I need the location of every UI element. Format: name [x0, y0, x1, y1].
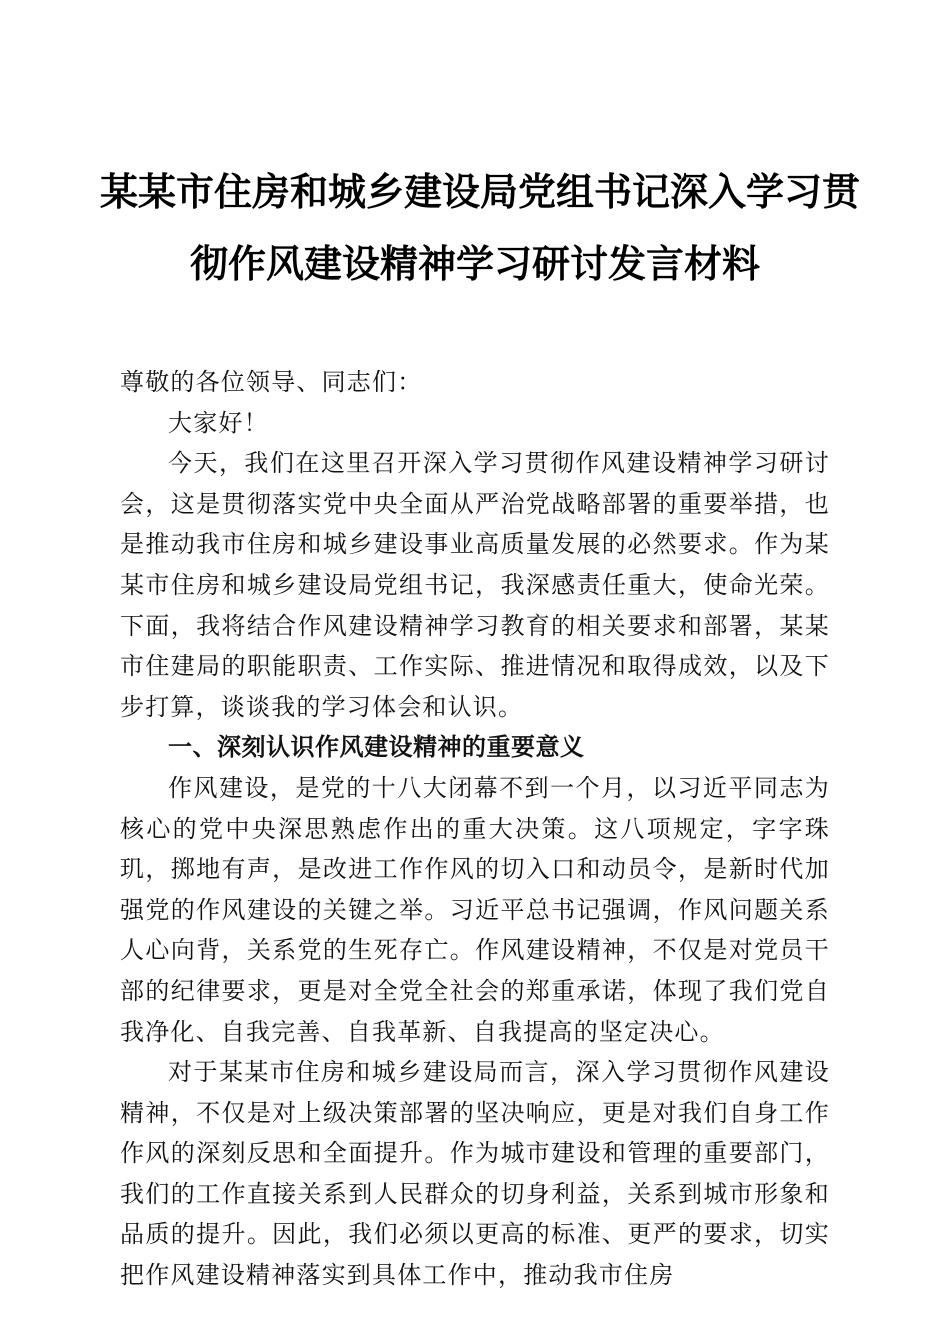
document-title-line-1: 某某市住房和城乡建设局党组书记深入学习贯: [100, 169, 861, 214]
section-heading: 一、深刻认识作风建设精神的重要意义: [168, 733, 585, 762]
paragraph: 对于某某市住房和城乡建设局而言，深入学习贯彻作风建设精神，不仅是对上级决策部署的坚决响应，更是对我们自身工作作风的深刻反思和全面提升。作为城市建设和管理的重要部门，我们的工作直接关系到人民群众的切身利益，关系到城市形象和品质的提升。因此，我们必须以更高的标准、更严的要求，切实把作风建设精神落实到具体工作中，推动我市住房: [120, 1058, 830, 1290]
greeting: 大家好！: [168, 408, 269, 437]
document-title-line-2: 彻作风建设精神学习研讨发言材料: [189, 241, 760, 286]
paragraph: 今天，我们在这里召开深入学习贯彻作风建设精神学习研讨会，这是贯彻落实党中央全面从严治党战略部署的重要举措，也是推动我市住房和城乡建设事业高质量发展的必然要求。作为某某市住房和城乡建设局党组书记，我深感责任重大，使命光荣。下面，我将结合作风建设精神学习教育的相关要求和部署，某某市住建局的职能职责、工作实际、推进情况和取得成效，以及下步打算，谈谈我的学习体会和认识。: [120, 449, 830, 721]
document-body: [120, 362, 830, 1296]
salutation: 尊敬的各位领导、同志们：: [120, 368, 423, 396]
paragraph: 作风建设，是党的十八大闭幕不到一个月，以习近平同志为核心的党中央深思熟虑作出的重大决策。这八项规定，字字珠玑，掷地有声，是改进工作作风的切入口和动员令，是新时代加强党的作风建设的关键之举。习近平总书记强调，作风问题关系人心向背，关系党的生死存亡。作风建设精神，不仅是对党员干部的纪律要求，更是对全党全社会的郑重承诺，体现了我们党自我净化、自我完善、自我革新、自我提高的坚定决心。: [120, 773, 830, 1046]
